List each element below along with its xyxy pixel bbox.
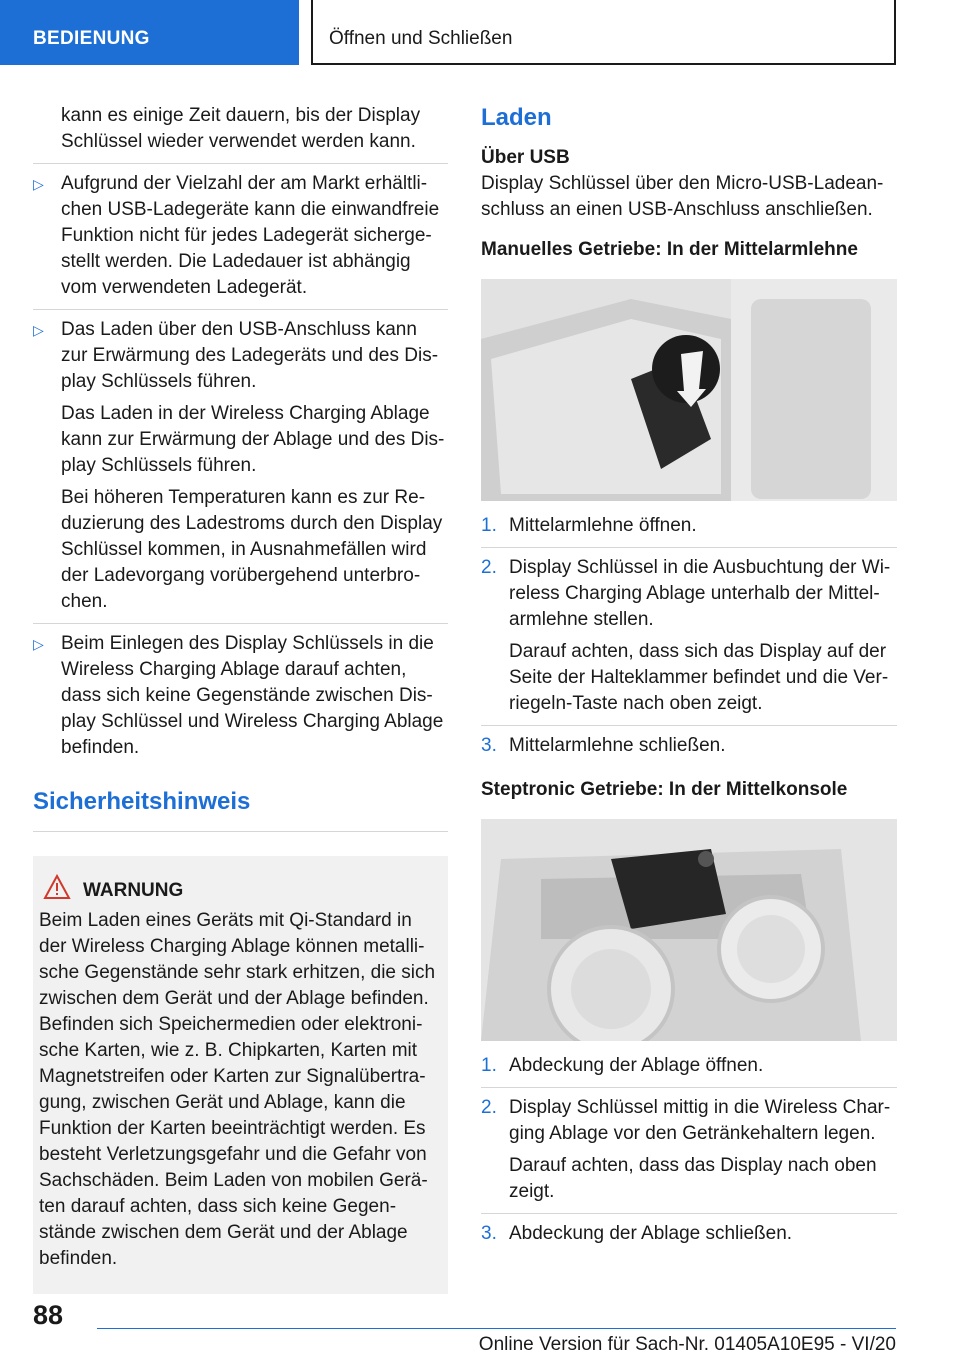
steptronic-steps — [481, 1053, 897, 1247]
step-number: 2. — [481, 557, 497, 578]
divider — [481, 547, 897, 548]
list-item-text: Aufgrund der Vielzahl der am Markt erhältlichen USB-Ladegeräte kann die einwandfreie Funktion nicht für jedes Ladegerät sichergestellt werden. Die Ladedauer ist abhängig vom verwendeten Ladegerät. — [61, 173, 440, 298]
armrest-illustration — [481, 279, 897, 501]
triangle-bullet-icon: ▷ — [33, 322, 44, 338]
warning-title: WARNUNG — [83, 880, 184, 901]
intro-text: kann es einige Zeit dauern, bis der Display Schlüssel wieder verwendet werden kann. — [61, 105, 421, 152]
divider — [33, 163, 448, 164]
triangle-bullet-icon: ▷ — [33, 176, 44, 192]
triangle-bullet-icon: ▷ — [33, 636, 44, 652]
list-item-text: Das Laden über den USB-Anschluss kann zur Erwärmung des Ladegeräts und des Display Schlüssels führen. — [61, 319, 439, 392]
usb-text: Display Schlüssel über den Micro-USB-Ladeanschluss an einen USB-Anschluss anschließen. — [481, 173, 884, 220]
step-text: Mittelarmlehne öffnen. — [509, 515, 697, 536]
step-number: 3. — [481, 1223, 497, 1244]
steptronic-heading: Steptronic Getriebe: In der Mittelkonsole — [481, 779, 848, 800]
divider — [33, 309, 448, 310]
list-item — [481, 513, 897, 539]
divider — [481, 725, 897, 726]
list-item — [481, 1053, 897, 1079]
list-item — [481, 1095, 897, 1205]
list-item-subtext: Bei höheren Temperaturen kann es zur Reduzierung des Ladestroms durch den Display Schlüssel kommen, in Ausnahmefällen wird der Ladevorgang vorübergehend unterbrochen. — [61, 487, 443, 612]
console-illustration — [481, 819, 897, 1041]
divider — [33, 831, 448, 832]
safety-heading: Sicherheitshinweis — [33, 788, 251, 815]
divider — [481, 1087, 897, 1088]
step-text: Display Schlüssel in die Ausbuchtung der Wireless Charging Ablage unterhalb der Mittelarmlehne stellen. — [509, 557, 891, 630]
step-subtext: Darauf achten, dass sich das Display auf der Seite der Halteklammer befindet und die Verriegeln-Taste nach oben zeigt. — [509, 641, 889, 714]
list-item-subtext: Das Laden in der Wireless Charging Ablage kann zur Erwärmung der Ablage und des Display Schlüssels führen. — [61, 403, 445, 476]
right-column — [481, 103, 897, 1247]
warning-title-row — [39, 878, 440, 904]
step-text: Display Schlüssel mittig in die Wireless Charging Ablage vor den Getränkehaltern legen. — [509, 1097, 891, 1144]
warning-text: Beim Laden eines Geräts mit Qi-Standard in der Wireless Charging Ablage können metallische Gegenstände sehr stark erhitzen, die sich zwischen dem Gerät und der Ablage befinden. Befinden sich Speichermedien oder elektronische Karten, wie z. B. Chipkarten, Karten mit Magnetstreifen oder Karten zur Signalübertragung, zwischen Gerät und Ablage, kann die Funktion der Karten beeinträchtigt werden. Es besteht Verletzungsgefahr und die Gefahr von Sachschäden. Beim Laden von mobilen Geräten darauf achten, dass sich keine Gegenstände zwischen dem Gerät und der Ablage befinden. — [39, 910, 436, 1269]
step-text: Abdeckung der Ablage schließen. — [509, 1223, 793, 1244]
step-text: Abdeckung der Ablage öffnen. — [509, 1055, 764, 1076]
manual-steps — [481, 513, 897, 759]
page-number: 88 — [33, 1300, 64, 1330]
chapter-title: Öffnen und Schließen — [329, 28, 513, 49]
list-item — [481, 555, 897, 717]
step-subtext: Darauf achten, dass das Display nach oben zeigt. — [509, 1155, 877, 1202]
list-item — [33, 317, 448, 615]
divider — [481, 1213, 897, 1214]
footer-divider — [97, 1328, 896, 1329]
usb-heading: Über USB — [481, 147, 570, 168]
footer-online-version: Online Version für Sach-Nr. 01405A10E95 - VI/20 — [478, 1334, 896, 1355]
step-text: Mittelarmlehne schließen. — [509, 735, 726, 756]
manual-gearbox-heading: Manuelles Getriebe: In der Mittelarmlehne — [481, 239, 858, 260]
armrest-photo — [481, 279, 897, 501]
console-photo — [481, 819, 897, 1041]
chapter-tab — [311, 0, 896, 65]
divider — [33, 623, 448, 624]
step-number: 3. — [481, 735, 497, 756]
step-number: 1. — [481, 515, 497, 536]
list-item — [33, 631, 448, 761]
list-item — [33, 171, 448, 301]
list-item-text: Beim Einlegen des Display Schlüssels in die Wireless Charging Ablage darauf achten, dass sich keine Gegenstände zwischen Display Schlüssel und Wireless Charging Ablage befinden. — [61, 633, 444, 758]
list-item — [481, 733, 897, 759]
section-title: BEDIENUNG — [33, 28, 150, 49]
list-item — [481, 1221, 897, 1247]
charging-heading: Laden — [481, 104, 552, 131]
step-number: 2. — [481, 1097, 497, 1118]
warning-triangle-icon — [43, 874, 71, 900]
section-tab — [0, 0, 299, 65]
warning-box — [33, 856, 448, 1294]
step-number: 1. — [481, 1055, 497, 1076]
left-column — [33, 103, 448, 1294]
